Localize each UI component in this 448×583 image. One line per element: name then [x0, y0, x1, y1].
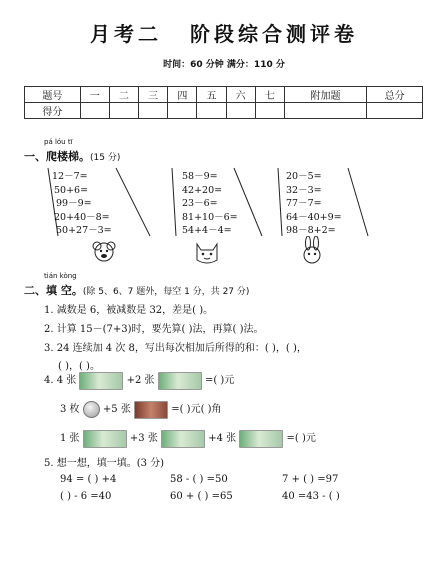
- score-cell[interactable]: [226, 103, 255, 119]
- section2-title-text: 二、填 空。: [24, 284, 83, 297]
- q4c-plus1: +3 张: [129, 433, 158, 444]
- bear-icon: [90, 240, 118, 266]
- score-header-cell: 附加题: [284, 87, 366, 103]
- score-row-label: 得分: [25, 103, 81, 119]
- score-table: [24, 86, 423, 119]
- question-4a: [44, 371, 234, 390]
- score-cell[interactable]: [255, 103, 284, 119]
- question-2: 2. 计算 15－(7+3)时，要先算( )法，再算( )法。: [44, 324, 264, 335]
- q5-equation: 94 = ( ) +4: [60, 474, 117, 485]
- q4b-start: 3 枚: [60, 404, 80, 415]
- q4b-eq: =( )元( )角: [171, 404, 222, 415]
- score-cell[interactable]: [80, 103, 109, 119]
- stair-equation: 12－7=: [52, 171, 88, 182]
- score-header-cell: 七: [255, 87, 284, 103]
- title-left: 月考二: [90, 22, 162, 46]
- stair-equation: 23－6=: [182, 198, 218, 209]
- question-4c: [60, 429, 316, 448]
- stair-line: [172, 168, 176, 236]
- stair-equation: 50+27－3=: [56, 225, 112, 236]
- question-1: 1. 减数是 6，被减数是 32，差是( )。: [44, 305, 214, 316]
- q5-equation: 58 - ( ) =50: [170, 474, 228, 485]
- section2-title: [24, 282, 249, 298]
- stair-equation: 98－8+2=: [286, 225, 336, 236]
- stair-equation: 20－5=: [286, 171, 322, 182]
- stair-column-1: [52, 170, 112, 238]
- cat-icon: [192, 240, 222, 266]
- score-header-cell: 总分: [367, 87, 423, 103]
- score-cell[interactable]: [168, 103, 197, 119]
- q4a-plus: +2 张: [126, 375, 155, 386]
- stair-equation: 42+20=: [182, 184, 223, 196]
- stair-equation: 20+40－8=: [54, 211, 110, 223]
- score-cell[interactable]: [284, 103, 366, 119]
- stair-equation: 54+4－4=: [182, 225, 232, 236]
- page-title: [0, 18, 448, 47]
- section1-title-text: 一、爬楼梯。: [24, 150, 90, 163]
- title-right: 阶段综合测评卷: [190, 22, 358, 46]
- question-5-title: 5. 想一想，填一填。(3 分): [44, 458, 165, 469]
- q4a-start: 4. 4 张: [44, 375, 77, 386]
- q5-equation: ( ) - 6 =40: [60, 491, 112, 502]
- stair-equation: 64－40+9=: [286, 211, 342, 223]
- question-3-line-2: ( )，( )。: [58, 361, 100, 372]
- stair-line: [348, 168, 368, 236]
- question-4b: [60, 400, 222, 419]
- stair-equation: 77－7=: [286, 198, 322, 209]
- stair-line: [116, 168, 150, 236]
- score-header-cell: 题号: [25, 87, 81, 103]
- score-cell[interactable]: [139, 103, 168, 119]
- q4c-start: 1 张: [60, 433, 80, 444]
- section1-note: (15 分): [90, 153, 121, 163]
- q5-equation: 7 + ( ) =97: [282, 474, 339, 485]
- q4c-plus2: +4 张: [208, 433, 237, 444]
- stair-column-3: [286, 170, 342, 238]
- score-header-cell: 一: [80, 87, 109, 103]
- stair-equation: 99－9=: [56, 198, 92, 209]
- stair-line: [278, 168, 282, 236]
- score-header-cell: 五: [197, 87, 226, 103]
- stair-line: [234, 168, 262, 236]
- score-header-cell: 二: [109, 87, 138, 103]
- banknote-green-icon: [83, 430, 127, 448]
- score-cell[interactable]: [109, 103, 138, 119]
- exam-info: 时间：60 分钟 满分：110 分: [163, 60, 285, 70]
- score-header-cell: 三: [139, 87, 168, 103]
- section2-note: (除 5、6、7 题外，每空 1 分，共 27 分): [82, 287, 250, 297]
- stair-equation: 58－9=: [182, 171, 218, 182]
- score-header-cell: 六: [226, 87, 255, 103]
- coin-icon: [83, 401, 100, 418]
- question-3-line-1: 3. 24 连续加 4 次 8，写出每次相加后所得的和：( )，( )，: [44, 343, 307, 354]
- score-table-header-row: [25, 87, 423, 103]
- banknote-green-icon: [79, 372, 123, 390]
- section1-pinyin: pá lóu tī: [44, 138, 73, 146]
- stair-equation: 81+10－6=: [182, 211, 238, 223]
- q4c-eq: =( )元: [286, 433, 316, 444]
- score-cell[interactable]: [367, 103, 423, 119]
- rabbit-icon: [300, 236, 324, 266]
- stair-equation: 32－3=: [286, 184, 322, 196]
- section2-pinyin: tián kòng: [44, 272, 77, 280]
- score-cell[interactable]: [197, 103, 226, 119]
- q4a-eq: =( )元: [204, 375, 235, 386]
- stair-equation: 50+6=: [54, 184, 89, 196]
- q5-equation: 40 =43 - ( ): [282, 491, 340, 502]
- stair-column-2: [182, 170, 238, 238]
- banknote-green-icon: [161, 430, 205, 448]
- banknote-green-icon: [158, 372, 202, 390]
- banknote-green-icon: [239, 430, 283, 448]
- banknote-brown-icon: [134, 401, 168, 419]
- score-header-cell: 四: [168, 87, 197, 103]
- q4b-plus: +5 张: [102, 404, 131, 415]
- q5-equation: 60 + ( ) =65: [170, 491, 233, 502]
- score-table-score-row: [25, 103, 423, 119]
